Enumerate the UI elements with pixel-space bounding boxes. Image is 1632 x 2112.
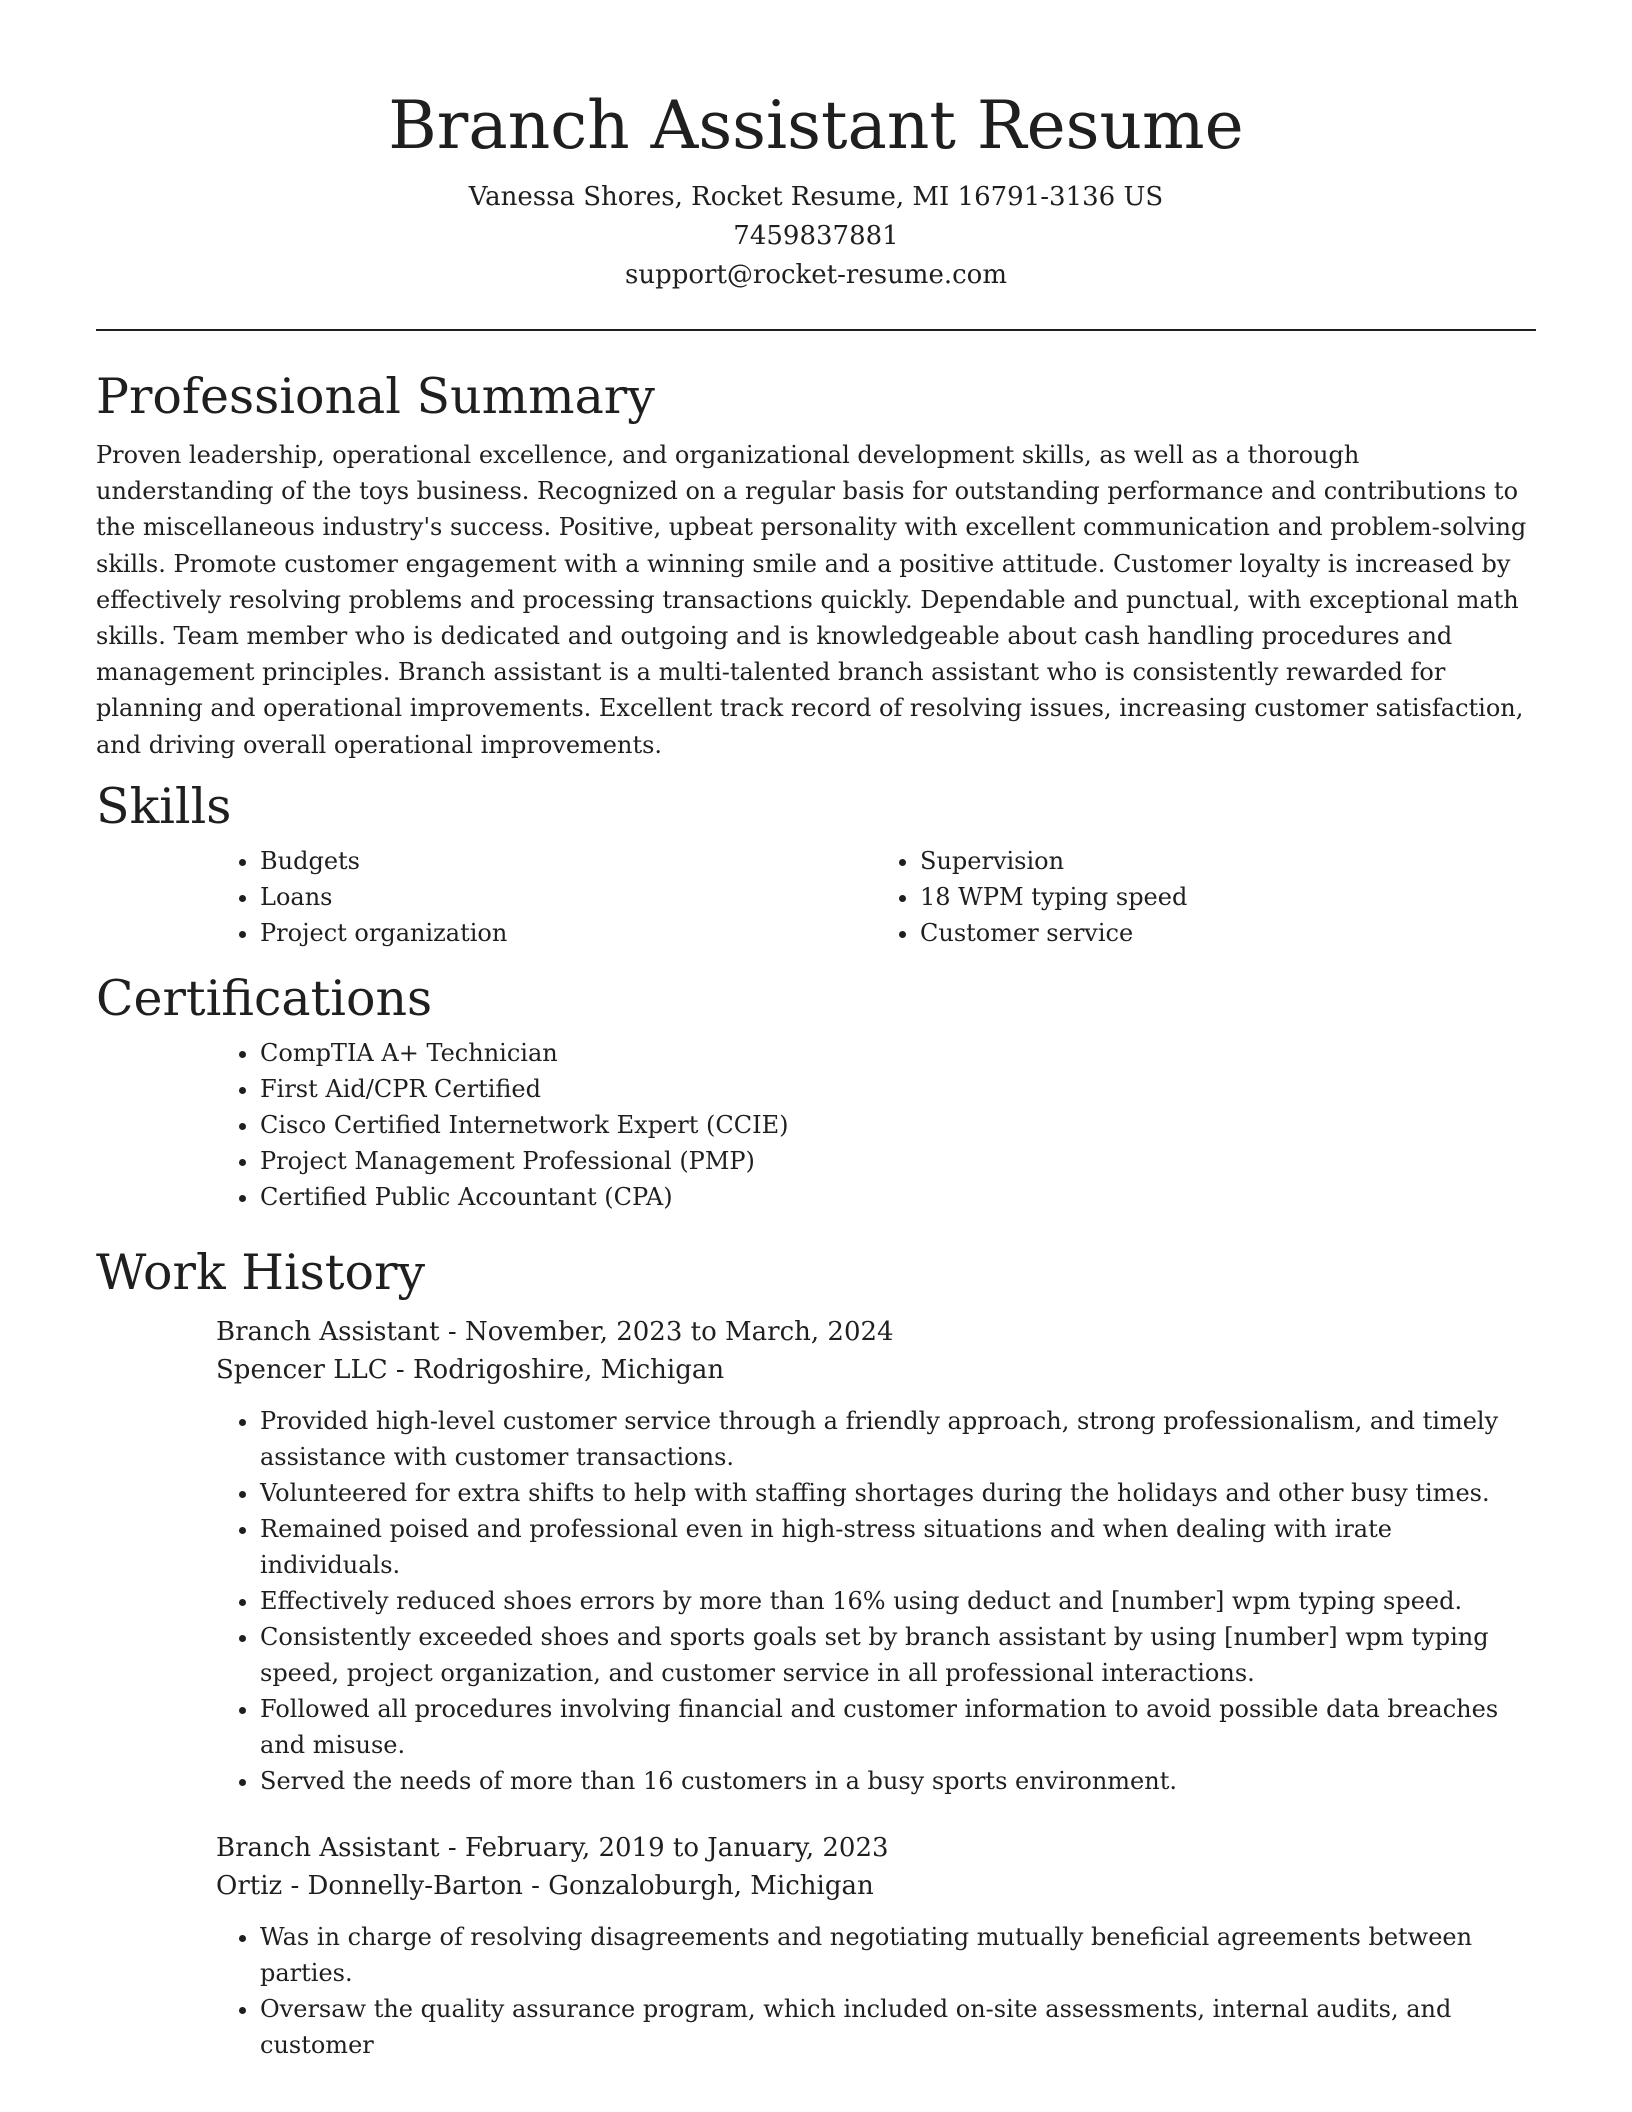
job-title-line [216, 1829, 1536, 1867]
skills-heading: Skills [96, 777, 232, 835]
resume-page [96, 0, 1536, 2063]
resume-header [96, 0, 1536, 295]
certifications-heading: Certifications [96, 969, 433, 1027]
job-separator: - [447, 1316, 465, 1347]
job-dates: November, 2023 to March, 2024 [464, 1316, 894, 1347]
certifications-section [96, 969, 1536, 1215]
resume-title: Branch Assistant Resume [388, 87, 1244, 164]
job-separator: - [395, 1354, 413, 1385]
skills-list-right [876, 843, 1536, 951]
job-bullet: • Oversaw the quality assurance program, which included on-site assessments, internal audits, and customer [260, 1991, 1536, 2063]
job-separator: - [447, 1832, 465, 1863]
contact-phone: 7459837881 [733, 221, 899, 251]
certifications-list [216, 1035, 1536, 1215]
job-bullet: • Followed all procedures involving financial and customer information to avoid possible data breaches and misuse. [260, 1691, 1536, 1763]
job-bullet: • Was in charge of resolving disagreements and negotiating mutually beneficial agreements between parties. [260, 1919, 1536, 1991]
job-bullet: • Consistently exceeded shoes and sports goals set by branch assistant by using [number] wpm typing speed, project organization, and customer service in all professional interactions. [260, 1619, 1536, 1691]
job-bullet: • Provided high-level customer service through a friendly approach, strong professionalism, and timely assistance with customer transactions. [260, 1403, 1536, 1475]
job-location: Gonzaloburgh, Michigan [548, 1870, 874, 1901]
skill-item: • Project organization [260, 915, 876, 951]
job-bullet: • Effectively reduced shoes errors by more than 16% using deduct and [number] wpm typing speed. [260, 1583, 1536, 1619]
skill-item: • Supervision [920, 843, 1536, 879]
summary-heading: Professional Summary [96, 368, 655, 425]
job-bullet: • Served the needs of more than 16 customers in a busy sports environment. [260, 1763, 1536, 1799]
job-title: Branch Assistant [216, 1316, 440, 1347]
certification-item: • CompTIA A+ Technician [260, 1035, 1536, 1071]
job-entry [216, 1829, 1536, 2063]
skill-item: • Loans [260, 879, 876, 915]
job-title: Branch Assistant [216, 1832, 440, 1863]
job-company-line [216, 1867, 1536, 1905]
certification-item: • Certified Public Accountant (CPA) [260, 1179, 1536, 1215]
job-title-line [216, 1313, 1536, 1351]
job-bullets [96, 1919, 1536, 2063]
job-company-line [216, 1351, 1536, 1389]
job-bullets [96, 1403, 1536, 1799]
skills-columns [216, 843, 1536, 951]
job-location: Rodrigoshire, Michigan [412, 1354, 725, 1385]
job-company: Spencer LLC [216, 1354, 388, 1385]
job-dates: February, 2019 to January, 2023 [464, 1832, 889, 1863]
summary-section [96, 367, 1536, 763]
skills-section [96, 777, 1536, 951]
skill-item: • Budgets [260, 843, 876, 879]
skill-item: • Customer service [920, 915, 1536, 951]
contact-info [96, 178, 1536, 295]
contact-email: support@rocket-resume.com [624, 260, 1007, 290]
work-history-heading: Work History [96, 1243, 426, 1301]
header-divider [96, 329, 1536, 331]
certification-item: • Project Management Professional (PMP) [260, 1143, 1536, 1179]
summary-text: Proven leadership, operational excellence, and organizational development skills, as well as a thorough understanding of the toys business. Recognized on a regular basis for outstanding performance and contributions to the miscellaneous industry's success. Positive, upbeat personality with excellent communication and problem-solving skills. Promote customer engagement with a winning smile and a positive attitude. Customer loyalty is increased by effectively resolving problems and processing transactions quickly. Dependable and punctual, with exceptional math skills. Team member who is dedicated and outgoing and is knowledgeable about cash handling procedures and management principles. Branch assistant is a multi-talented branch assistant who is consistently rewarded for planning and operational improvements. Excellent track record of resolving issues, increasing customer satisfaction, and driving overall operational improvements. [96, 441, 1527, 759]
contact-address: Vanessa Shores, Rocket Resume, MI 16791-3136 US [468, 182, 1164, 212]
work-history-section [96, 1243, 1536, 2063]
certification-item: • First Aid/CPR Certified [260, 1071, 1536, 1107]
job-entry [216, 1313, 1536, 1799]
certification-item: • Cisco Certified Internetwork Expert (CCIE) [260, 1107, 1536, 1143]
skills-list-left [216, 843, 876, 951]
job-bullet: • Remained poised and professional even in high-stress situations and when dealing with irate individuals. [260, 1511, 1536, 1583]
skill-item: • 18 WPM typing speed [920, 879, 1536, 915]
job-separator: - [531, 1870, 549, 1901]
job-bullet: • Volunteered for extra shifts to help with staffing shortages during the holidays and other busy times. [260, 1475, 1536, 1511]
job-company: Ortiz - Donnelly-Barton [216, 1870, 523, 1901]
